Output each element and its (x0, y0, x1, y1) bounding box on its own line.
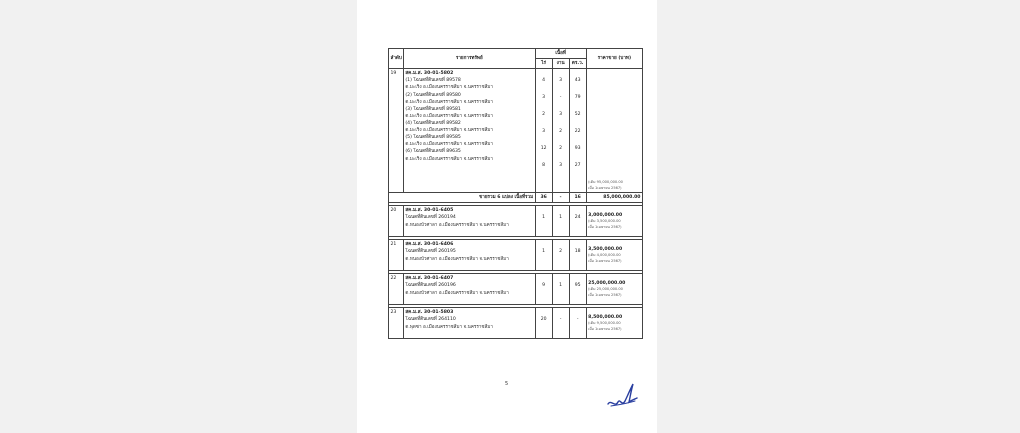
lot-location: ต.หนองบัวศาลา อ.เมืองนครราชสีมา จ.นครราชสีมา (405, 290, 509, 296)
row-asset (403, 69, 535, 193)
row-ngan (552, 69, 569, 193)
lot-location: ต.มะเริง อ.เมืองนครราชสีมา จ.นครราชสีมา (405, 128, 493, 134)
header-price: ราคาขาย (บาท) (586, 49, 642, 69)
row-wa (569, 274, 586, 305)
table-row-21 (389, 240, 643, 271)
lot-location: ต.หนองบัวศาลา อ.เมืองนครราชสีมา จ.นครราชสีมา (405, 222, 509, 228)
lot-ngan: 3 (559, 112, 563, 118)
row-asset (403, 240, 535, 271)
ngan-value: 2 (559, 249, 563, 255)
total-row (389, 193, 643, 203)
deed-number: สค.ม.ส. 30-01-6405 (405, 208, 454, 214)
deed-number: สค.ม.ส. 30-01-6406 (405, 242, 454, 248)
ngan-value: 1 (559, 215, 563, 221)
total-rai: 36 (535, 193, 552, 203)
deed-number: สค.ม.ส. 30-01-6407 (405, 276, 454, 282)
row-rai (535, 274, 552, 305)
lot-wa: 93 (574, 146, 581, 152)
rai-value: 1 (542, 249, 546, 255)
sale-price: 3,000,000.00 (588, 213, 623, 219)
total-wa: 16 (569, 193, 586, 203)
old-price-date: เมื่อ 1เมษายน 2567) (588, 224, 622, 229)
lot-rai: 8 (542, 163, 546, 169)
lot-wa: 43 (574, 78, 581, 84)
row-ngan (552, 206, 569, 237)
sale-price: 25,000,000.00 (588, 281, 626, 287)
lot-wa: 52 (574, 112, 581, 118)
lot-wa: 27 (574, 163, 581, 169)
lot-title: (3) โฉนดที่ดินเลขที่ 89581 (405, 106, 461, 112)
row-ngan (552, 240, 569, 271)
old-price-date: เมื่อ 1เมษายน 2567) (588, 326, 622, 331)
row-asset (403, 308, 535, 339)
lot-title: (2) โฉนดที่ดินเลขที่ 89580 (405, 92, 461, 98)
row-rai (535, 69, 552, 193)
lot-rai: 4 (542, 78, 546, 84)
wa-value: - (576, 317, 579, 323)
lot-title: โฉนดที่ดินเลขที่ 260195 (405, 249, 456, 255)
total-label: ขายรวม 6 แปลง เนื้อที่รวม (389, 193, 536, 203)
lot-title: โฉนดที่ดินเลขที่ 260194 (405, 215, 456, 221)
old-price-note: (เดิม 95,000,000.00 (588, 180, 623, 185)
wa-value: 95 (574, 283, 581, 289)
row-asset (403, 274, 535, 305)
lot-title: โฉนดที่ดินเลขที่ 260196 (405, 283, 456, 289)
lot-ngan: 3 (559, 78, 563, 84)
document-page (357, 0, 657, 433)
old-price-date: เมื่อ 1เมษายน 2567) (588, 292, 622, 297)
rai-value: 20 (540, 317, 547, 323)
lot-wa: 79 (574, 95, 581, 101)
rai-value: 9 (542, 283, 546, 289)
lot-location: ต.มะเริง อ.เมืองนครราชสีมา จ.นครราชสีมา (405, 99, 493, 105)
lot-title: (6) โฉนดที่ดินเลขที่ 89635 (405, 149, 461, 155)
lot-location: ต.มะเริง อ.เมืองนครราชสีมา จ.นครราชสีมา (405, 156, 493, 162)
lot-location: ต.มะเริง อ.เมืองนครราชสีมา จ.นครราชสีมา (405, 113, 493, 119)
row-wa (569, 308, 586, 339)
row-rai (535, 308, 552, 339)
row-rai (535, 206, 552, 237)
total-ngan: - (552, 193, 569, 203)
lot-location: ต.มะเริง อ.เมืองนครราชสีมา จ.นครราชสีมา (405, 142, 493, 148)
ngan-value: - (559, 317, 562, 323)
wa-value: 24 (574, 215, 581, 221)
lot-ngan: 2 (559, 129, 563, 135)
lot-location: ต.หนองบัวศาลา อ.เมืองนครราชสีมา จ.นครราชสีมา (405, 256, 509, 262)
old-price-date: เมื่อ 1เมษายน 2567) (588, 185, 622, 190)
header-area: เนื้อที่ (535, 49, 586, 59)
lot-rai: 3 (542, 95, 546, 101)
row-no: 21 (389, 240, 404, 271)
lot-rai: 12 (540, 146, 547, 152)
header-ngan: งาน (552, 59, 569, 69)
lot-ngan: 2 (559, 146, 563, 152)
lot-title: (5) โฉนดที่ดินเลขที่ 89585 (405, 135, 461, 141)
lot-title: (1) โฉนดที่ดินเลขที่ 89578 (405, 78, 461, 84)
row-no: 23 (389, 308, 404, 339)
row-wa (569, 69, 586, 193)
old-price-note: (เดิม 3,500,000.00 (588, 219, 621, 224)
lot-location: ต.มะเริง อ.เมืองนครราชสีมา จ.นครราชสีมา (405, 85, 493, 91)
header-rai: ไร่ (535, 59, 552, 69)
old-price-note: (เดิม 25,000,000.00 (588, 287, 623, 292)
row-price (586, 274, 642, 305)
row-no: 20 (389, 206, 404, 237)
lot-location: ต.พุดซา อ.เมืองนครราชสีมา จ.นครราชสีมา (405, 324, 493, 330)
lot-wa: 22 (574, 129, 581, 135)
row-price (586, 69, 642, 193)
old-price-date: เมื่อ 1เมษายน 2567) (588, 258, 622, 263)
sale-price: 8,500,000.00 (588, 315, 623, 321)
page-number: 5 (505, 381, 509, 387)
lot-ngan: 3 (559, 163, 563, 169)
wa-value: 18 (574, 249, 581, 255)
row-price (586, 240, 642, 271)
lot-title: (4) โฉนดที่ดินเลขที่ 89582 (405, 120, 461, 126)
deed-number: สค.ม.ส. 30-01-5802 (405, 71, 454, 77)
total-price: 85,000,000.00 (586, 193, 642, 203)
row-price (586, 308, 642, 339)
lot-rai: 2 (542, 112, 546, 118)
header-row (389, 49, 643, 59)
old-price-note: (เดิม 4,000,000.00 (588, 253, 621, 258)
table-row-20 (389, 206, 643, 237)
asset-table (388, 48, 643, 339)
lot-ngan: - (559, 95, 562, 101)
row-no: 22 (389, 274, 404, 305)
row-price (586, 206, 642, 237)
header-asset: รายการทรัพย์ (403, 49, 535, 69)
lot-title: โฉนดที่ดินเลขที่ 264110 (405, 317, 456, 323)
row-wa (569, 206, 586, 237)
row-wa (569, 240, 586, 271)
row-ngan (552, 308, 569, 339)
table-row-22 (389, 274, 643, 305)
row-rai (535, 240, 552, 271)
header-wa: ตร.ว. (569, 59, 586, 69)
rai-value: 1 (542, 215, 546, 221)
row-ngan (552, 274, 569, 305)
table-row-23 (389, 308, 643, 339)
row-no: 19 (389, 69, 404, 193)
header-no: ลำดับ (389, 49, 404, 69)
old-price-note: (เดิม 9,500,000.00 (588, 321, 621, 326)
row-asset (403, 206, 535, 237)
deed-number: สค.ม.ส. 30-01-5803 (405, 310, 454, 316)
lot-rai: 3 (542, 129, 546, 135)
table-row-19 (389, 69, 643, 193)
signature-icon (605, 380, 639, 410)
ngan-value: 1 (559, 283, 563, 289)
sale-price: 3,500,000.00 (588, 247, 623, 253)
